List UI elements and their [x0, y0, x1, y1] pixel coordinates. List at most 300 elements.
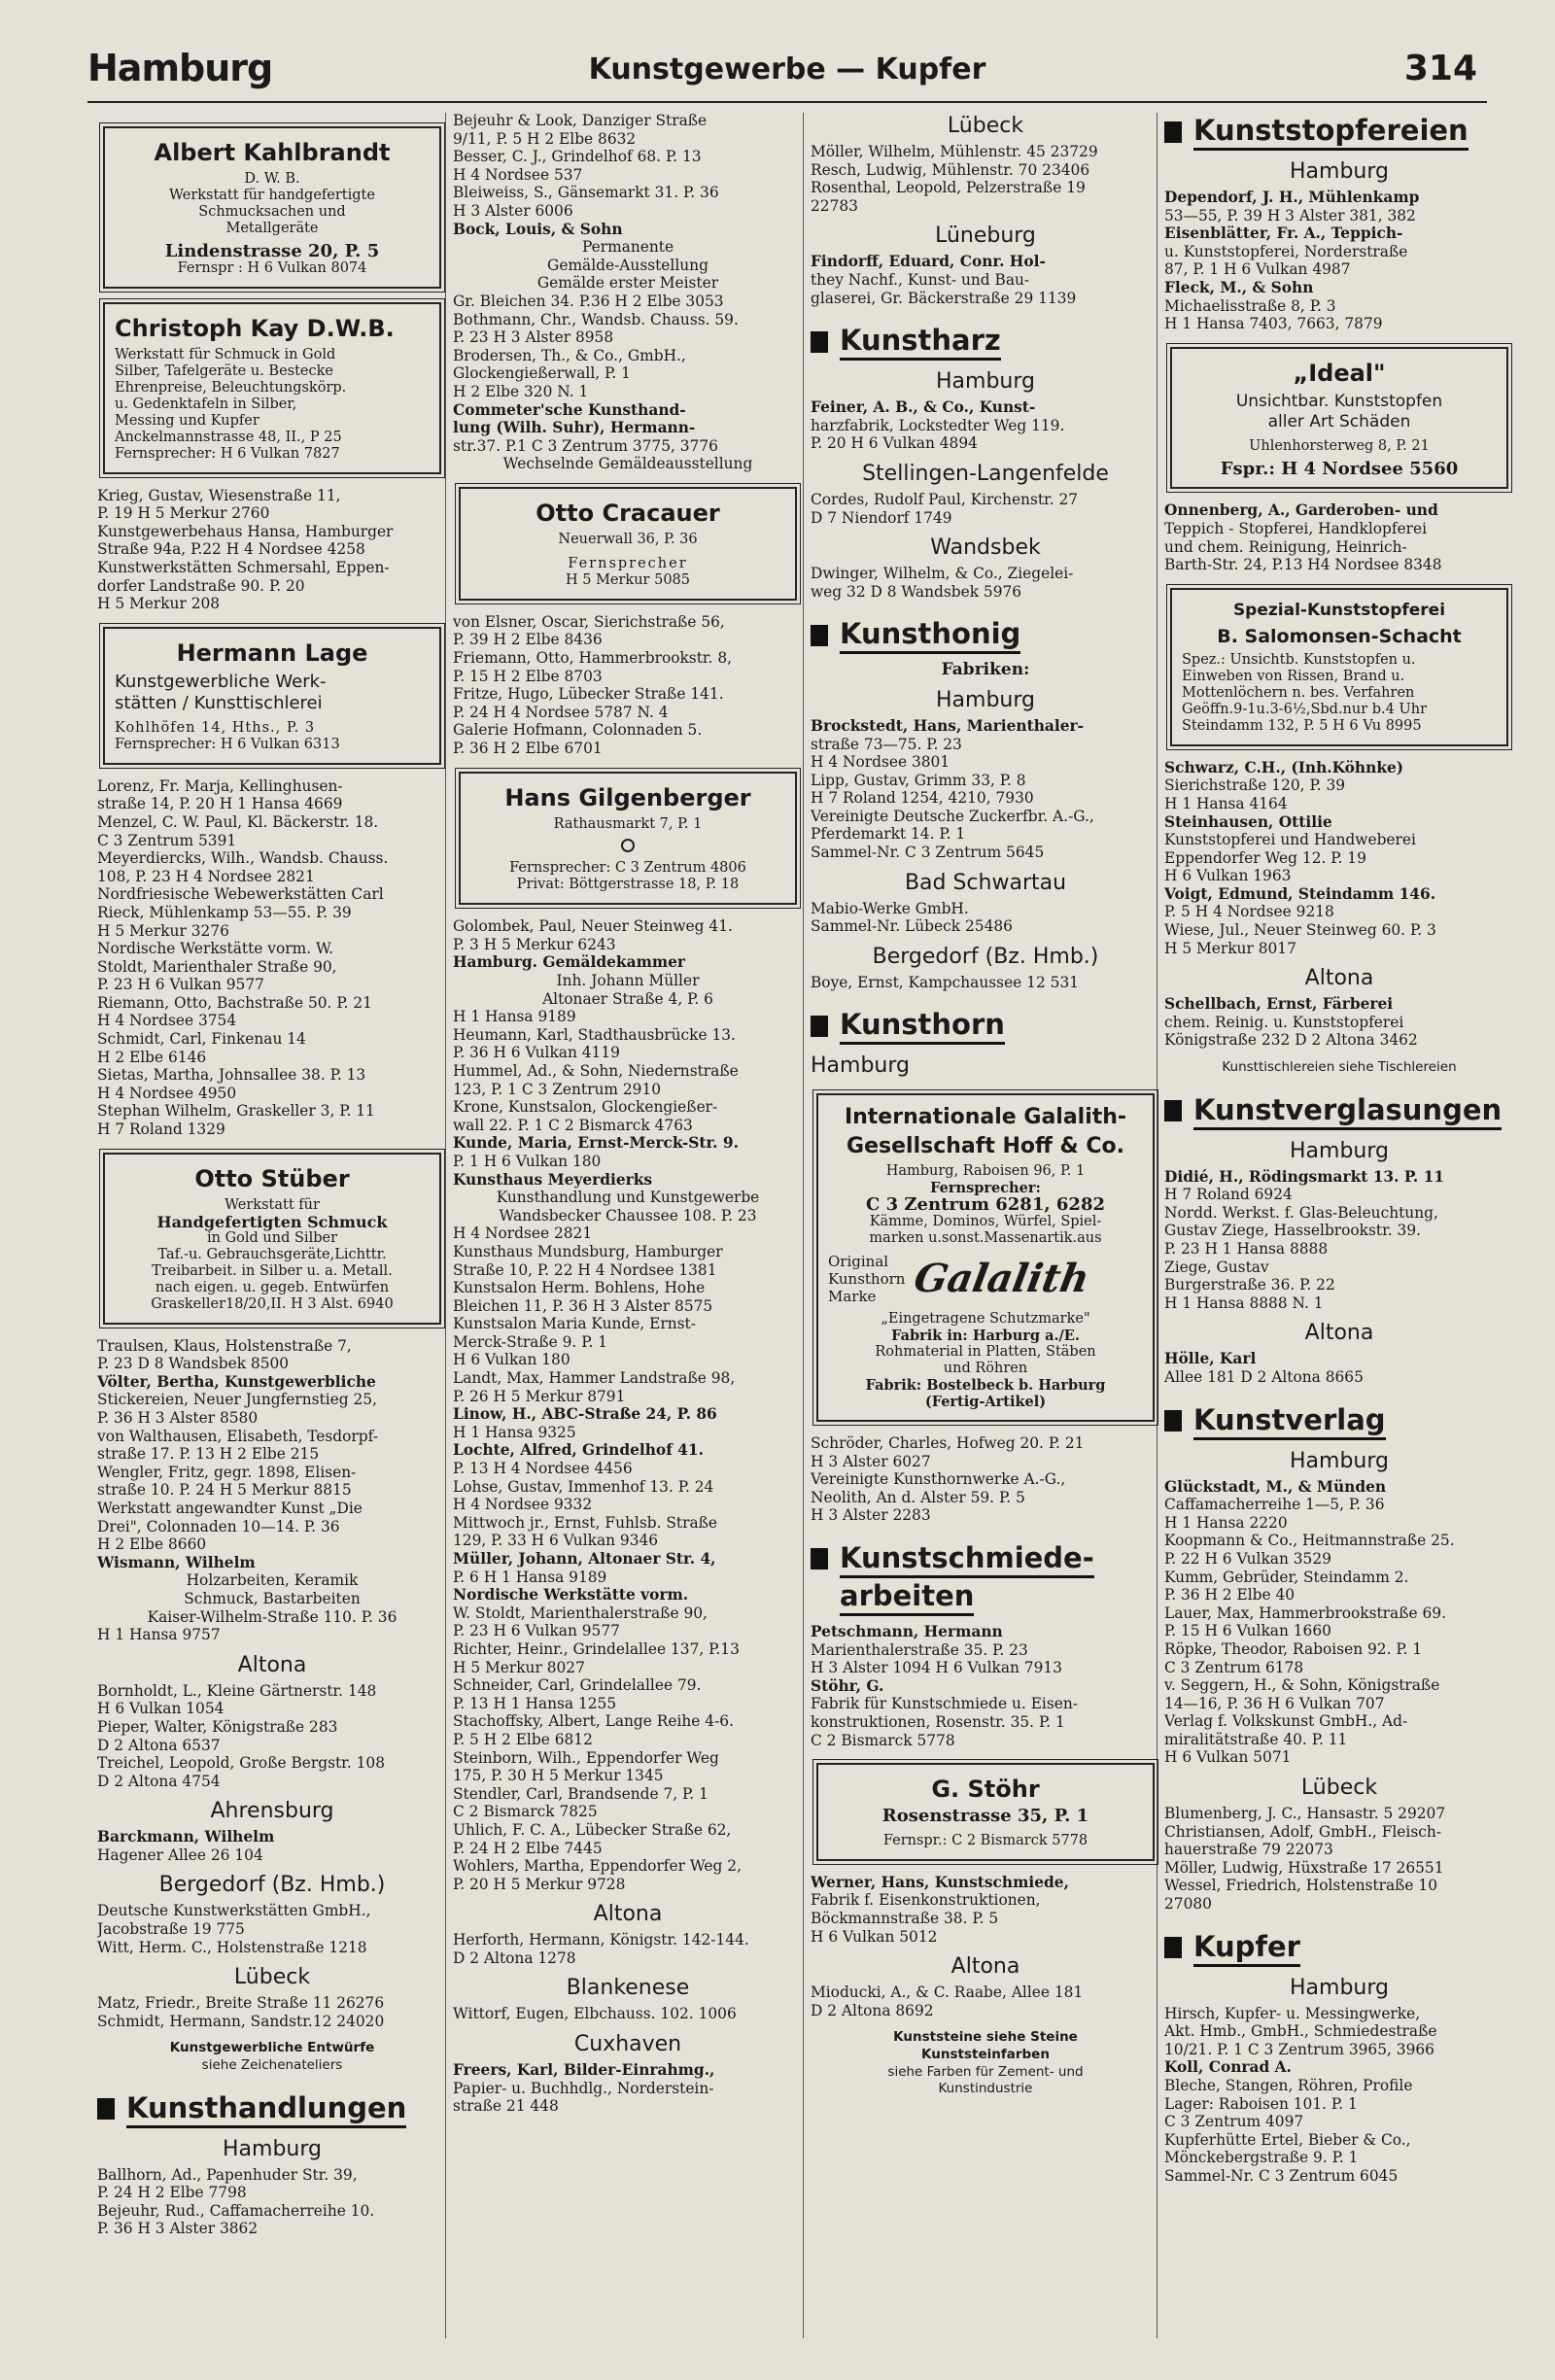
list-item: H 1 Hansa 7403, 7663, 7879	[1164, 315, 1383, 333]
list-item: C 3 Zentrum 5391	[97, 831, 237, 849]
ad-line: u. Gedenktafeln in Silber,	[115, 396, 297, 412]
list-item: Brockstedt, Hans, Marienthaler-	[811, 716, 1085, 735]
ad-line: (Fertig-Artikel)	[924, 1394, 1047, 1411]
place-heading: Hamburg	[1290, 159, 1389, 184]
list-item: P. 1 H 6 Vulkan 180	[453, 1152, 602, 1170]
entries-block	[453, 1932, 803, 1967]
bullet-square-icon	[1164, 1410, 1182, 1431]
ad-line: Rathausmarkt 7, P. 1	[553, 815, 703, 832]
ad-line: Fabrik in: Harburg a./E.	[891, 1328, 1080, 1345]
ad-line: aller Art Schäden	[1267, 411, 1411, 431]
list-item: Schellbach, Ernst, Färberei	[1164, 995, 1394, 1014]
list-item: H 2 Elbe 320 N. 1	[453, 382, 589, 400]
list-item: P. 20 H 5 Merkur 9728	[453, 1875, 626, 1893]
section-title-group	[840, 1540, 1094, 1616]
list-item: 87, P. 1 H 6 Vulkan 4987	[1164, 260, 1351, 279]
list-item: Commeter'sche Kunsthand-	[453, 400, 686, 419]
section-heading	[97, 2090, 447, 2128]
bullet-square-icon	[1164, 1937, 1182, 1958]
place-heading: Bergedorf (Bz. Hmb.)	[158, 1873, 386, 1898]
list-item: Friemann, Otto, Hammerbrookstr. 8,	[453, 649, 733, 668]
place-heading: Blankenese	[566, 1976, 690, 2001]
list-item: Lochte, Alfred, Grindelhof 41.	[453, 1441, 704, 1460]
ad-line: Werkstatt für	[225, 1196, 320, 1213]
list-item: P. 36 H 2 Elbe 40	[1164, 1586, 1296, 1604]
list-item: H 5 Merkur 8017	[1164, 939, 1296, 957]
ad-line: Kunstgewerbliche Werk-	[115, 671, 327, 692]
place-heading: Altona	[593, 1902, 663, 1927]
place-heading: Hamburg	[1290, 1448, 1389, 1473]
list-item: Sierichstraße 120, P. 39	[1164, 776, 1346, 795]
place-heading: Hamburg	[223, 2136, 322, 2161]
list-item: H 5 Merkur 8027	[453, 1658, 585, 1676]
note-line: Kunstgewerbliche Entwürfe	[169, 2040, 375, 2056]
ad-title: Otto Cracauer	[536, 499, 720, 527]
list-item: H 2 Elbe 8660	[97, 1535, 207, 1554]
list-item: Papier- u. Buchhdlg., Norderstein-	[453, 2079, 714, 2097]
ad-line: Anckelmannstrasse 48, II., P 25	[115, 429, 342, 445]
ad-stueber	[103, 1153, 441, 1325]
list-item: Königstraße 232 D 2 Altona 3462	[1164, 1031, 1418, 1050]
list-item: Landt, Max, Hammer Landstraße 98,	[453, 1369, 736, 1388]
list-item: Schröder, Charles, Hofweg 20. P. 21	[811, 1434, 1085, 1453]
section-title: arbeiten	[840, 1578, 974, 1616]
ad-title: Hans Gilgenberger	[504, 783, 751, 811]
entries-block	[453, 918, 803, 1893]
list-item: Nordische Werkstätte vorm.	[453, 1586, 689, 1604]
place-heading: Hamburg	[936, 369, 1035, 395]
list-item: Teppich - Stopferei, Handklopferei	[1164, 519, 1428, 537]
ad-line: Treibarbeit. in Silber u. a. Metall.	[152, 1262, 393, 1279]
list-item: weg 32 D 8 Wandsbek 5976	[811, 582, 1022, 601]
list-item: P. 23 H 3 Alster 8958	[453, 328, 614, 347]
list-item: Burgerstraße 36. P. 22	[1164, 1276, 1335, 1294]
place-heading: Hamburg	[1290, 1138, 1389, 1163]
ad-line: und Röhren	[943, 1361, 1028, 1377]
page-header	[87, 39, 1487, 103]
ad-phone: C 3 Zentrum 6281, 6282	[866, 1194, 1105, 1216]
ad-title: Christoph Kay D.W.B.	[115, 314, 395, 342]
list-item: Bornholdt, L., Kleine Gärtnerstr. 148	[97, 1681, 377, 1700]
list-item: Stickereien, Neuer Jungfernstieg 25,	[97, 1391, 377, 1409]
list-item: Wittorf, Eugen, Elbchauss. 102. 1006	[453, 2005, 737, 2023]
list-item: Herforth, Hermann, Königstr. 142-144.	[453, 1931, 749, 1949]
list-item: Schmuck, Bastarbeiten	[184, 1589, 361, 1607]
ad-title: „Ideal"	[1293, 359, 1386, 387]
list-item: P. 36 H 3 Alster 3862	[97, 2220, 259, 2238]
section-heading	[1164, 113, 1514, 151]
list-item: Schmidt, Carl, Finkenau 14	[97, 1030, 306, 1049]
list-item: H 4 Nordsee 3754	[97, 1012, 237, 1030]
list-item: H 2 Elbe 6146	[97, 1048, 207, 1066]
ad-line: Privat: Böttgerstrasse 18, P. 18	[516, 877, 740, 893]
list-item: Matz, Friedr., Breite Straße 11 26276	[97, 1994, 385, 2013]
list-item: chem. Reinig. u. Kunststopferei	[1164, 1013, 1404, 1031]
list-item: Bleichen 11, P. 36 H 3 Alster 8575	[453, 1296, 713, 1315]
list-item: Steinborn, Wilh., Eppendorfer Weg	[453, 1748, 719, 1767]
list-item: Stendler, Carl, Brandsende 7, P. 1	[453, 1784, 708, 1803]
ad-galalith	[816, 1093, 1155, 1422]
list-item: H 1 Hansa 9757	[97, 1626, 221, 1644]
list-item: Sammel-Nr. Lübeck 25486	[811, 917, 1013, 936]
ad-title: Gesellschaft Hoff & Co.	[847, 1134, 1124, 1159]
place-heading: Lüneburg	[935, 224, 1036, 249]
list-item: Riemann, Otto, Bachstraße 50. P. 21	[97, 993, 372, 1012]
list-item: glaserei, Gr. Bäckerstraße 29 1139	[811, 289, 1077, 307]
entries-block	[1164, 760, 1514, 958]
bullet-square-icon	[811, 331, 828, 353]
list-item: 10/21. P. 1 C 3 Zentrum 3965, 3966	[1164, 2040, 1434, 2058]
list-item: P. 3 H 5 Merkur 6243	[453, 935, 616, 953]
list-item: H 4 Nordsee 9332	[453, 1496, 593, 1514]
list-item: Koopmann & Co., Heitmannstraße 25.	[1164, 1532, 1455, 1550]
entries-block	[453, 2062, 803, 2116]
list-item: Kunsthaus Mundsburg, Hamburger	[453, 1242, 723, 1260]
entries-block	[1164, 1479, 1514, 1768]
circle-ornament-icon	[621, 839, 635, 852]
list-item: H 5 Merkur 3276	[97, 921, 229, 940]
list-item: Werkstatt angewandter Kunst „Die	[97, 1499, 363, 1517]
ad-title: B. Salomonsen-Schacht	[1217, 625, 1462, 647]
list-item: H 1 Hansa 9325	[453, 1423, 576, 1441]
list-item: Straße 10, P. 22 H 4 Nordsee 1381	[453, 1260, 717, 1279]
list-item: C 2 Bismarck 5778	[811, 1731, 955, 1749]
section-title: Kunstschmiede-	[840, 1540, 1094, 1578]
list-item: C 3 Zentrum 6178	[1164, 1658, 1304, 1676]
list-item: P. 39 H 2 Elbe 8436	[453, 631, 603, 649]
subheading: Fabriken:	[941, 660, 1030, 680]
ad-salomonsen	[1170, 588, 1508, 746]
list-item: Kaiser-Wilhelm-Straße 110. P. 36	[147, 1607, 397, 1626]
list-item: 108, P. 23 H 4 Nordsee 2821	[97, 867, 315, 885]
list-item: Petschmann, Hermann	[811, 1623, 1003, 1640]
list-item: 14—16, P. 36 H 6 Vulkan 707	[1164, 1694, 1385, 1712]
list-item: Traulsen, Klaus, Holstenstraße 7,	[97, 1336, 352, 1355]
note-line: Kunstindustrie	[938, 2081, 1033, 2097]
list-item: Völter, Bertha, Kunstgewerbliche	[97, 1372, 376, 1391]
list-item: Michaelisstraße 8, P. 3	[1164, 296, 1336, 315]
ad-line: „Eingetragene Schutzmarke"	[881, 1311, 1090, 1328]
list-item: straße 10. P. 24 H 5 Merkur 8815	[97, 1481, 352, 1500]
list-item: Permanente	[581, 238, 674, 257]
list-item: Besser, C. J., Grindelhof 68. P. 13	[453, 148, 702, 166]
list-item: P. 15 H 2 Elbe 8703	[453, 667, 603, 685]
ad-title: Internationale Galalith-	[844, 1105, 1127, 1130]
list-item: P. 24 H 2 Elbe 7445	[453, 1839, 603, 1857]
list-item: Röpke, Theodor, Raboisen 92. P. 1	[1164, 1639, 1423, 1658]
place-heading: Hamburg	[1290, 1975, 1389, 2000]
entries-block	[811, 144, 1160, 215]
list-item: H 6 Vulkan 5012	[811, 1927, 938, 1946]
list-item: Richter, Heinr., Grindelallee 137, P.13	[453, 1639, 740, 1658]
ad-line: Kämme, Dominos, Würfel, Spiel-	[869, 1214, 1102, 1230]
column-divider	[803, 113, 804, 2338]
list-item: Stachoffsky, Albert, Lange Reihe 4-6.	[453, 1712, 734, 1731]
list-item: P. 24 H 4 Nordsee 5787 N. 4	[453, 703, 669, 721]
list-item: hauerstraße 79 22073	[1164, 1841, 1333, 1859]
place-heading: Hamburg	[811, 1053, 910, 1079]
list-item: Boye, Ernst, Kampchaussee 12 531	[811, 973, 1080, 991]
list-item: Ziege, Gustav	[1164, 1258, 1269, 1276]
entries-block	[811, 399, 1160, 453]
column-2	[453, 113, 803, 2338]
list-item: Resch, Ludwig, Mühlenstr. 70 23406	[811, 160, 1090, 179]
caption-line: Marke	[828, 1288, 877, 1306]
ad-line: H 5 Merkur 5085	[565, 571, 690, 588]
list-item: Onnenberg, A., Garderoben- und	[1164, 501, 1438, 520]
list-item: P. 22 H 6 Vulkan 3529	[1164, 1549, 1331, 1568]
list-item: Akt. Hmb., GmbH., Schmiedestraße	[1164, 2022, 1437, 2041]
ad-line: Mottenlöchern n. bes. Verfahren	[1182, 684, 1415, 701]
list-item: Deutsche Kunstwerkstätten GmbH.,	[97, 1902, 371, 1920]
list-item: Kunstwerkstätten Schmersahl, Eppen-	[97, 558, 390, 576]
ad-line: Neuerwall 36, P. 36	[558, 531, 698, 547]
entries-block	[1164, 2006, 1514, 2186]
section-heading	[1164, 1929, 1514, 1967]
list-item: Allee 181 D 2 Altona 8665	[1164, 1367, 1364, 1386]
list-item: they Nachf., Kunst- und Bau-	[811, 270, 1030, 289]
header-title: Kunstgewerbe — Kupfer	[588, 52, 986, 86]
entries-block	[811, 492, 1160, 527]
entries-block	[453, 113, 803, 473]
list-item: Fritze, Hugo, Lübecker Straße 141.	[453, 685, 724, 704]
list-item: Witt, Herm. C., Holstenstraße 1218	[97, 1938, 367, 1956]
logo-caption	[828, 1253, 905, 1305]
list-item: Lipp, Gustav, Grimm 33, P. 8	[811, 771, 1026, 789]
list-item: H 3 Alster 1094 H 6 Vulkan 7913	[811, 1659, 1062, 1677]
list-item: str.37. P.1 C 3 Zentrum 3775, 3776	[453, 436, 718, 455]
list-item: Nordd. Werkst. f. Glas-Beleuchtung,	[1164, 1203, 1438, 1222]
list-item: u. Kunststopferei, Norderstraße	[1164, 242, 1408, 260]
place-heading: Altona	[237, 1652, 307, 1677]
ad-line: Handgefertigten Schmuck	[156, 1212, 388, 1231]
list-item: Voigt, Edmund, Steindamm 146.	[1164, 884, 1436, 903]
list-item: H 3 Alster 2283	[811, 1506, 931, 1525]
list-item: Böckmannstraße 38. P. 5	[811, 1909, 999, 1927]
entries-block	[811, 566, 1160, 601]
column-4	[1164, 113, 1514, 2338]
list-item: Lorenz, Fr. Marja, Kellinghusen-	[97, 776, 343, 795]
entries-block	[97, 778, 447, 1139]
ad-line: nach eigen. u. gegeb. Entwürfen	[155, 1279, 390, 1295]
list-item: Kunde, Maria, Ernst-Merck-Str. 9.	[453, 1134, 739, 1153]
list-item: Holzarbeiten, Keramik	[186, 1571, 359, 1590]
place-heading: Bad Schwartau	[904, 870, 1067, 895]
entries-block	[97, 1829, 447, 1864]
list-item: D 2 Altona 1278	[453, 1949, 576, 1967]
cross-reference	[97, 2040, 447, 2074]
bullet-square-icon	[97, 2098, 115, 2120]
list-item: Rosenthal, Leopold, Pelzerstraße 19	[811, 179, 1086, 197]
list-item: Treichel, Leopold, Große Bergstr. 108	[97, 1754, 386, 1773]
list-item: Nordfriesische Webewerkstätten Carl	[97, 885, 384, 904]
entries-block	[97, 2167, 447, 2238]
list-item: Mönckebergstraße 9. P. 1	[1164, 2149, 1359, 2167]
place-heading: Ahrensburg	[210, 1799, 334, 1824]
place-heading: Cuxhaven	[573, 2032, 682, 2057]
list-item: H 6 Vulkan 180	[453, 1351, 570, 1369]
list-item: Hamburg. Gemäldekammer	[453, 953, 686, 972]
caption-line: Kunsthorn	[828, 1270, 906, 1289]
ad-phone: Fernspr.: C 2 Bismarck 5778	[882, 1832, 1088, 1848]
ad-line: Ehrenpreise, Beleuchtungskörp.	[115, 379, 347, 396]
list-item: H 6 Vulkan 1963	[1164, 867, 1292, 885]
cross-reference	[811, 2029, 1160, 2097]
bullet-square-icon	[1164, 121, 1182, 143]
list-item: H 1 Hansa 9189	[453, 1008, 576, 1026]
list-item: und chem. Reinigung, Heinrich-	[1164, 537, 1407, 556]
cross-reference	[1164, 1059, 1514, 1077]
list-item: Linow, H., ABC-Straße 24, P. 86	[453, 1405, 717, 1424]
list-item: P. 15 H 6 Vulkan 1660	[1164, 1622, 1331, 1640]
list-item: Glockengießerwall, P. 1	[453, 364, 631, 383]
list-item: Kunstsalon Herm. Bohlens, Hohe	[453, 1279, 706, 1297]
list-item: H 4 Nordsee 4950	[97, 1084, 237, 1102]
list-item: Wismann, Wilhelm	[97, 1553, 256, 1571]
ad-line: Spez.: Unsichtb. Kunststopfen u.	[1182, 651, 1416, 668]
list-item: Dependorf, J. H., Mühlenkamp	[1164, 189, 1420, 206]
list-item: Caffamacherreihe 1—5, P. 36	[1164, 1496, 1385, 1514]
section-heading	[1164, 1092, 1514, 1130]
list-item: C 3 Zentrum 4097	[1164, 2113, 1304, 2131]
list-item: Vereinigte Kunsthornwerke A.-G.,	[811, 1470, 1066, 1489]
list-item: Hummel, Ad., & Sohn, Niedernstraße	[453, 1061, 739, 1080]
entries-block	[811, 1984, 1160, 2019]
list-item: Golombek, Paul, Neuer Steinweg 41.	[453, 917, 733, 936]
list-item: Galerie Hofmann, Colonnaden 5.	[453, 721, 703, 740]
entries-block	[811, 718, 1160, 862]
place-heading: Lübeck	[233, 1965, 311, 1990]
ad-line: Einweben von Rissen, Brand u.	[1182, 668, 1405, 684]
list-item: H 4 Nordsee 2821	[453, 1224, 593, 1243]
column-3	[811, 113, 1160, 2338]
section-title: Kunststopfereien	[1193, 113, 1469, 151]
list-item: 27080	[1164, 1895, 1212, 1914]
section-title: Kunstharz	[840, 323, 1001, 361]
entries-block	[97, 1683, 447, 1791]
list-item: Blumenberg, J. C., Hansastr. 5 29207	[1164, 1805, 1446, 1823]
list-item: Kumm, Gebrüder, Steindamm 2.	[1164, 1568, 1409, 1586]
list-item: Gemälde-Ausstellung	[547, 256, 708, 274]
entries-block	[811, 254, 1160, 307]
ad-line: Geöffn.9-1u.3-6½,Sbd.nur b.4 Uhr	[1182, 701, 1427, 717]
place-heading: Lübeck	[947, 114, 1024, 138]
list-item: Bleche, Stangen, Röhren, Profile	[1164, 2077, 1413, 2094]
list-item: Krone, Kunstsalon, Glockengießer-	[453, 1098, 718, 1117]
list-item: 175, P. 30 H 5 Merkur 1345	[453, 1767, 664, 1785]
note-line: Kunsttischlereien siehe Tischlereien	[1222, 1059, 1457, 1076]
caption-line: Original	[828, 1253, 889, 1271]
list-item: P. 6 H 1 Hansa 9189	[453, 1568, 607, 1586]
list-item: Altonaer Straße 4, P. 6	[542, 989, 713, 1008]
list-item: Bothmann, Chr., Wandsb. Chauss. 59.	[453, 310, 739, 328]
list-item: Lohse, Gustav, Immenhof 13. P. 24	[453, 1477, 714, 1496]
ad-line: Fernsprecher:	[930, 1180, 1041, 1197]
ad-line: Schmucksachen und	[198, 204, 346, 220]
ad-line: Kohlhöfen 14, Hths., P. 3	[115, 719, 316, 736]
note-line: siehe Zeichenateliers	[201, 2057, 343, 2074]
ad-title: Otto Stüber	[194, 1164, 350, 1192]
list-item: H 7 Roland 1329	[97, 1121, 225, 1139]
list-item: wall 22. P. 1 C 2 Bismarck 4763	[453, 1116, 693, 1134]
list-item: Hölle, Karl	[1164, 1350, 1257, 1368]
place-heading: Altona	[1304, 966, 1374, 991]
ad-line: stätten / Kunsttischlerei	[115, 692, 323, 713]
list-item: P. 23 H 1 Hansa 8888	[1164, 1240, 1329, 1258]
list-item: Bleiweiss, S., Gänsemarkt 31. P. 36	[453, 184, 719, 202]
list-item: P. 23 D 8 Wandsbek 8500	[97, 1355, 290, 1373]
list-item: Schmidt, Hermann, Sandstr.12 24020	[97, 2012, 385, 2030]
list-item: H 1 Hansa 8888 N. 1	[1164, 1293, 1324, 1312]
list-item: Stephan Wilhelm, Graskeller 3, P. 11	[97, 1102, 375, 1121]
list-item: Eisenblätter, Fr. A., Teppich-	[1164, 224, 1403, 243]
list-item: Kunstsalon Maria Kunde, Ernst-	[453, 1315, 696, 1333]
list-item: H 6 Vulkan 1054	[97, 1700, 225, 1718]
list-item: Pieper, Walter, Königstraße 283	[97, 1717, 338, 1736]
ad-title: Albert Kahlbrandt	[154, 139, 391, 166]
ad-line: Silber, Tafelgeräte u. Bestecke	[115, 362, 333, 379]
entries-block	[1164, 190, 1514, 333]
list-item: H 5 Merkur 208	[97, 595, 221, 613]
list-item: 53—55, P. 39 H 3 Alster 381, 382	[1164, 206, 1416, 224]
list-item: Wessel, Friedrich, Holstenstraße 10	[1164, 1877, 1437, 1895]
entries-block	[97, 488, 447, 613]
section-title: Kunstverlag	[1193, 1402, 1386, 1440]
list-item: Pferdemarkt 14. P. 1	[811, 825, 966, 844]
ad-kay	[103, 302, 441, 474]
list-item: Neolith, An d. Alster 59. P. 5	[811, 1488, 1025, 1506]
list-item: H 3 Alster 6027	[811, 1452, 931, 1470]
section-title: Kupfer	[1193, 1929, 1300, 1967]
list-item: Fleck, M., & Sohn	[1164, 278, 1314, 296]
list-item: Verlag f. Volkskunst GmbH., Ad-	[1164, 1712, 1408, 1731]
galalith-logo: Galalith	[911, 1256, 1093, 1302]
list-item: dorfer Landstraße 90. P. 20	[97, 576, 305, 595]
entries-block	[1164, 1169, 1514, 1313]
list-item: Sietas, Martha, Johnsallee 38. P. 13	[97, 1066, 366, 1085]
ad-address: Rosenstrasse 35, P. 1	[881, 1806, 1089, 1827]
list-item: C 2 Bismarck 7825	[453, 1803, 598, 1821]
list-item: Feiner, A. B., & Co., Kunst-	[811, 398, 1036, 417]
section-heading	[811, 616, 1160, 654]
list-item: Barckmann, Wilhelm	[97, 1828, 275, 1846]
list-item: P. 24 H 2 Elbe 7798	[97, 2184, 247, 2202]
entries-block	[811, 1624, 1160, 1749]
list-item: Wechselnde Gemäldeausstellung	[502, 455, 753, 473]
list-item: Vereinigte Deutsche Zuckerfbr. A.-G.,	[811, 807, 1094, 825]
list-item: Inh. Johann Müller	[556, 972, 700, 989]
list-item: P. 20 H 6 Vulkan 4894	[811, 434, 978, 453]
list-item: D 2 Altona 6537	[97, 1736, 221, 1754]
list-item: von Elsner, Oscar, Sierichstraße 56,	[453, 612, 725, 631]
list-item: D 7 Niendorf 1749	[811, 508, 952, 527]
list-item: Didié, H., Rödingsmarkt 13. P. 11	[1164, 1167, 1444, 1186]
ad-line: Metallgeräte	[225, 221, 319, 236]
list-item: miralitätstraße 40. P. 11	[1164, 1730, 1348, 1748]
list-item: H 3 Alster 6006	[453, 201, 573, 220]
ad-cracauer	[459, 487, 797, 601]
list-item: Drei", Colonnaden 10—14. P. 36	[97, 1517, 340, 1535]
ad-title: Hermann Lage	[176, 638, 368, 667]
ad-line: Fernsprecher: H 6 Vulkan 7827	[115, 445, 340, 462]
place-heading: Bergedorf (Bz. Hmb.)	[872, 944, 1099, 969]
list-item: Schneider, Carl, Grindelallee 79.	[453, 1676, 702, 1695]
list-item: Nordische Werkstätte vorm. W.	[97, 940, 333, 958]
list-item: Freers, Karl, Bilder-Einrahmg.,	[453, 2061, 715, 2080]
list-item: Wengler, Fritz, gegr. 1898, Elisen-	[97, 1463, 357, 1481]
list-item: Uhlich, F. C. A., Lübecker Straße 62,	[453, 1820, 732, 1839]
header-city: Hamburg	[87, 47, 273, 89]
